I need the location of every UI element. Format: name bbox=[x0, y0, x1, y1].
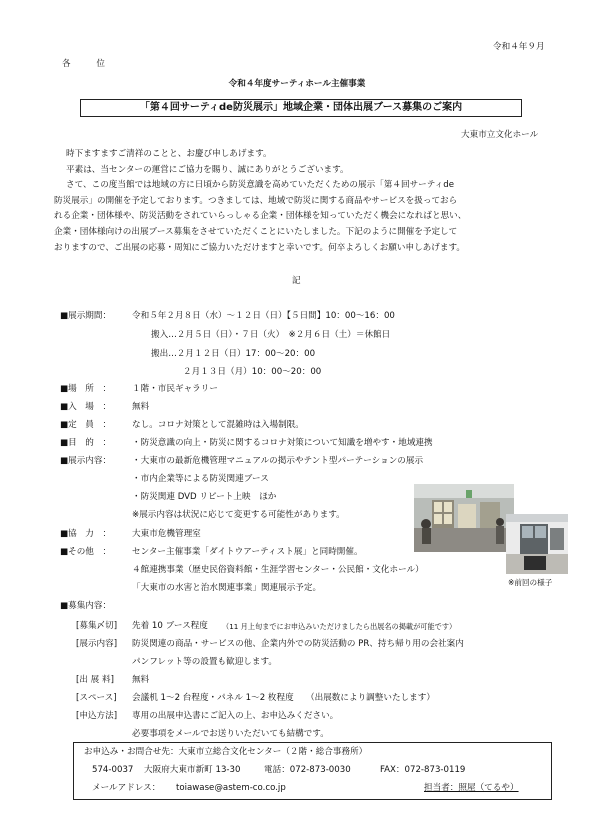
content-item: ・防災関連 DVD リピート上映 ほか bbox=[132, 492, 277, 502]
intro-line: おりますので、ご出展の応募・周知にご協力いただけますと幸いです。何卒よろしくお願い申しあげます。 bbox=[54, 242, 465, 253]
intro-line: 防災展示」の開催を予定しております。つきましては、地域で防災に関する商品やサービスを扱っておら bbox=[54, 195, 458, 206]
contact-tel: 電話：072-873-0030 bbox=[264, 765, 351, 775]
contact-heading: お申込み・お問合せ先：大東市立総合文化センター（２階・総合事務所） bbox=[84, 747, 368, 757]
other-label: ■その他 ： bbox=[60, 547, 112, 557]
cooperation-label: ■協 力 ： bbox=[60, 529, 112, 539]
period-label: ■展示期間： bbox=[60, 311, 112, 321]
admission-value: 無料 bbox=[132, 402, 150, 412]
teardown-schedule-1: 搬出…２月１２日（日）17：00〜20：00 bbox=[151, 349, 316, 359]
recruit-value: 無料 bbox=[132, 675, 150, 685]
recruit-value: パンフレット等の設置も歓迎します。 bbox=[132, 657, 277, 667]
venue-value: １階・市民ギャラリー bbox=[132, 384, 218, 394]
sender: 大東市立文化ホール bbox=[461, 130, 539, 140]
contact-person: 担当者：照屋（てるや） bbox=[424, 783, 519, 793]
previous-event-photo-2 bbox=[506, 514, 568, 574]
purpose-value: ・防災意識の向上・防災に関するコロナ対策について知識を増やす・地域連携 bbox=[132, 438, 433, 448]
period-value: 令和５年２月８日（水）〜１２日（日）【５日間】10：00〜16：00 bbox=[132, 311, 395, 321]
content-item: ・大東市の最新危機管理マニュアルの掲示やテント型パーテーションの展示 bbox=[132, 456, 424, 466]
issue-date: 令和４年９月 bbox=[493, 42, 545, 52]
previous-event-photo bbox=[414, 484, 514, 552]
contact-postal: 574-0037 bbox=[92, 765, 134, 775]
content-note: ※展示内容は状況に応じて変更する可能性があります。 bbox=[132, 510, 345, 520]
contact-address: 大阪府大東市新町 13-30 bbox=[144, 765, 241, 775]
content-item: ・市内企業等による防災関連ブース bbox=[132, 474, 269, 484]
recruit-note: （11 月上旬までにお申込みいただけましたら出展名の掲載が可能です） bbox=[222, 622, 457, 631]
intro-line: 平素は、当センターの運営にご協力を賜り、誠にありがとうございます。 bbox=[66, 164, 349, 175]
contact-email-label: メールアドレス： bbox=[92, 783, 161, 793]
addressee: 各 位 bbox=[62, 59, 105, 69]
intro-line: れる企業・団体様や、防災活動をされていらっしゃる企業・団体様を知っていただく機会になればと思い、 bbox=[54, 211, 467, 222]
document-title: 「第４回サーティde防災展示」地域企業・団体出展ブース募集のご案内 bbox=[80, 99, 522, 117]
recruit-value: 専用の出展申込書にご記入の上、お申込みください。 bbox=[132, 711, 339, 721]
contact-box bbox=[73, 742, 552, 800]
cooperation-value: 大東市危機管理室 bbox=[132, 529, 201, 539]
other-line: ４館連携事業（歴史民俗資料館・生涯学習センター・公民館・文化ホール） bbox=[132, 565, 424, 575]
photo-caption: ※前回の様子 bbox=[508, 578, 553, 587]
setup-schedule: 搬入…２月５日（日）・７日（火） ※２月６日（土）＝休館日 bbox=[151, 330, 391, 340]
content-label: ■展示内容： bbox=[60, 456, 112, 466]
recruit-key: [出 展 料] bbox=[76, 675, 114, 685]
other-line: 「大東市の水害と治水関連事業」関連展示予定。 bbox=[132, 583, 322, 593]
recruit-note: （出展数により調整いたします） bbox=[306, 693, 435, 703]
recruit-value: 先着 10 ブース程度 bbox=[132, 621, 208, 631]
intro-line: さて、この度当館では地域の方に日頃から防災意識を高めていただくための展示「第４回サーティde bbox=[66, 180, 455, 191]
capacity-value: なし。コロナ対策として混雑時は入場制限。 bbox=[132, 420, 304, 430]
recruit-label: ■募集内容： bbox=[60, 601, 112, 611]
recruit-value: 防災関連の商品・サービスの他、企業内外での防災活動の PR、持ち帰り用の会社案内 bbox=[132, 639, 464, 649]
capacity-label: ■定 員 ： bbox=[60, 420, 112, 430]
recruit-key: [申込方法] bbox=[76, 711, 118, 721]
contact-email[interactable]: toiawase@astem-co.co.jp bbox=[176, 783, 286, 793]
document-subtitle: 令和４年度サーティホール主催事業 bbox=[228, 79, 366, 89]
venue-label: ■場 所 ： bbox=[60, 384, 112, 394]
other-line: センター主催事業「ダイトウアーティスト展」と同時開催。 bbox=[132, 547, 363, 557]
ki-heading: 記 bbox=[292, 276, 301, 286]
recruit-value: 必要事項をメールでお送りいただいても結構です。 bbox=[132, 729, 329, 739]
intro-line: 企業・団体様向けの出展ブース募集をさせていただくことにいたしました。下記のように開催を予定して bbox=[54, 226, 458, 237]
recruit-key: [展示内容] bbox=[76, 639, 118, 649]
intro-text bbox=[54, 147, 554, 256]
contact-fax: FAX：072-873-0119 bbox=[380, 765, 466, 775]
intro-line: 時下ますますご清祥のことと、お慶び申しあげます。 bbox=[66, 149, 272, 159]
recruit-key: [スペース] bbox=[76, 693, 117, 703]
recruit-value: 会議机 1〜2 台程度・パネル 1〜2 枚程度 bbox=[132, 693, 294, 703]
recruit-key: [募集〆切] bbox=[76, 621, 118, 631]
purpose-label: ■目 的 ： bbox=[60, 438, 112, 448]
admission-label: ■入 場 ： bbox=[60, 402, 112, 412]
teardown-schedule-2: ２月１３日（月）10：00〜20：00 bbox=[183, 367, 322, 377]
